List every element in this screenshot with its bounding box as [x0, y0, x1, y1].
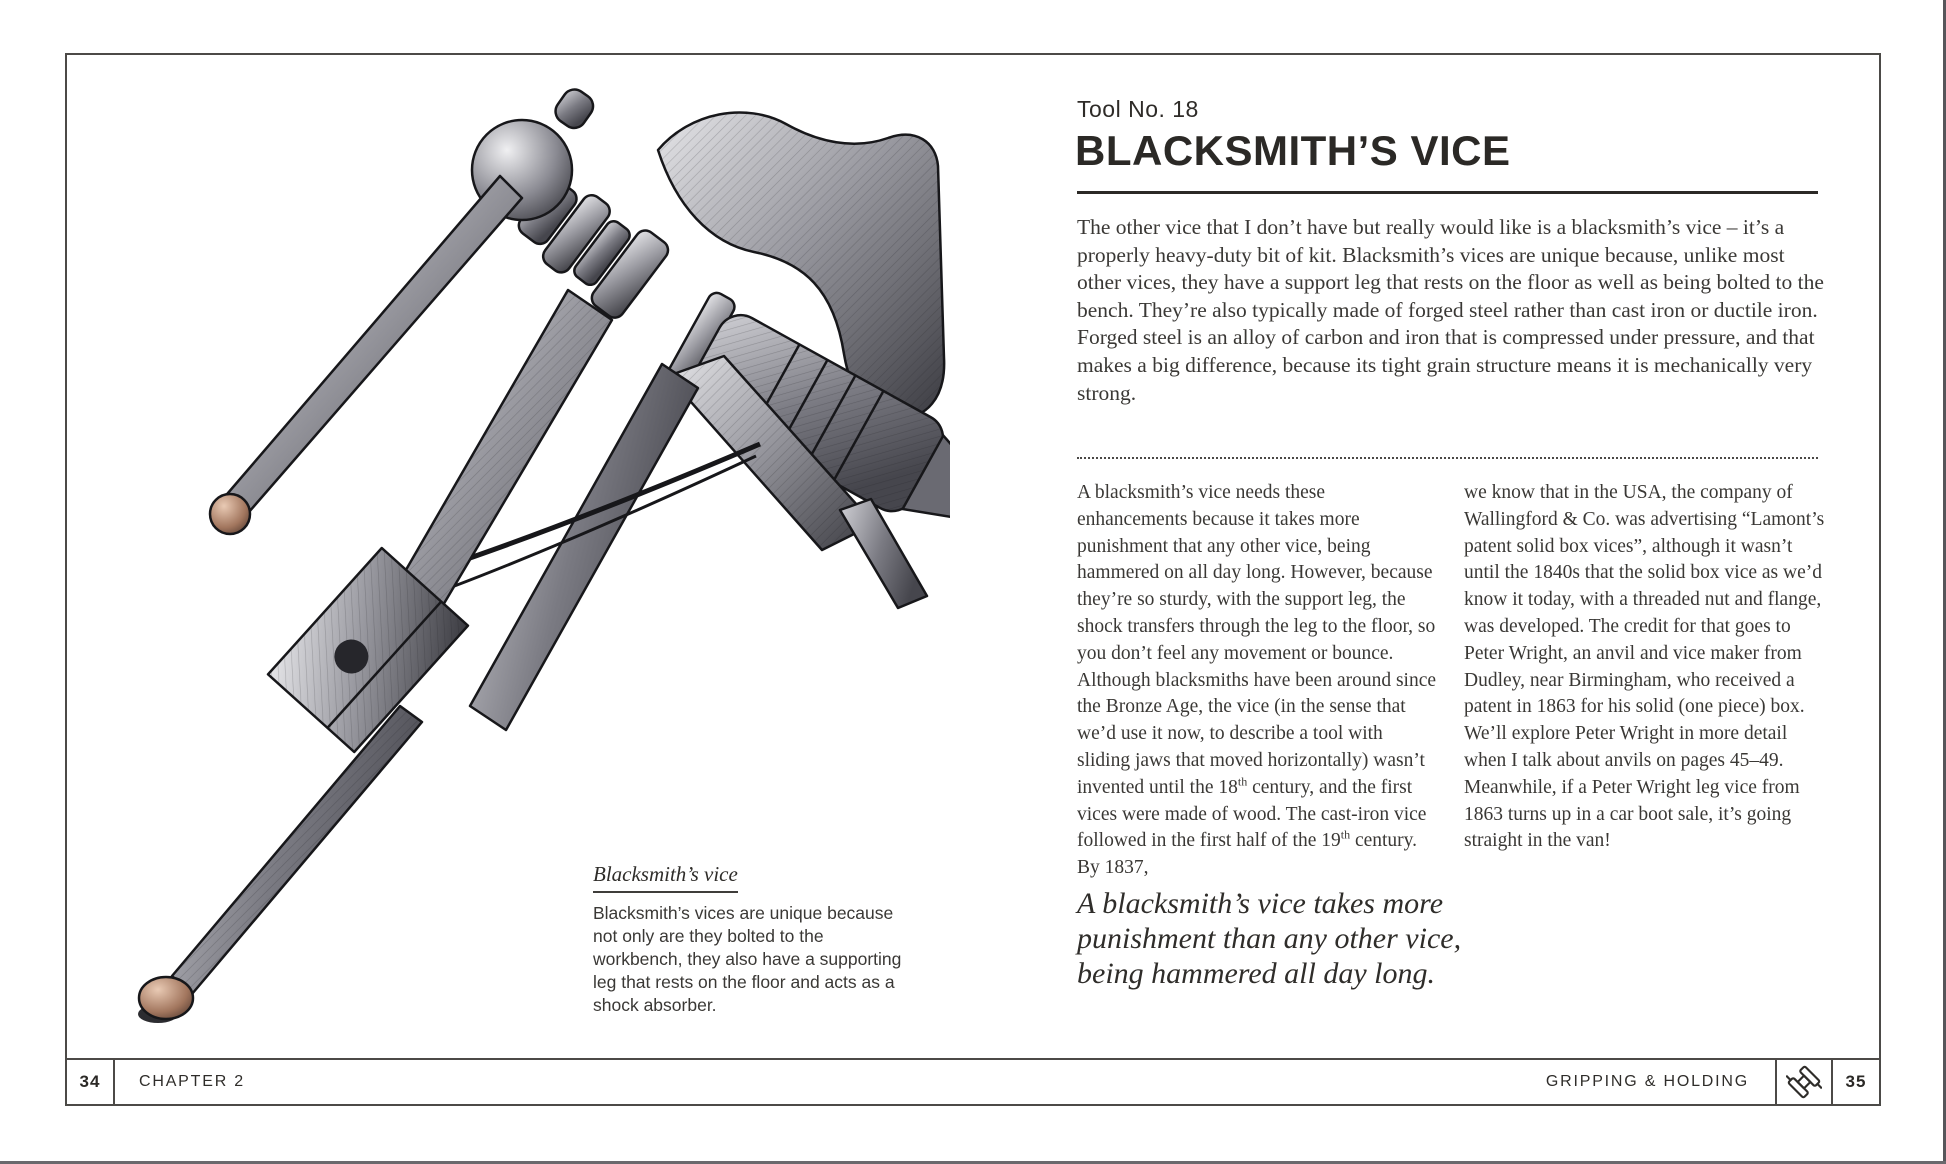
- pull-quote-line: A blacksmith’s vice takes more: [1077, 887, 1444, 920]
- body-column-right: we know that in the USA, the company of Wallingford & Co. was advertising “Lamont’s patent solid box vices”, although it wasn’t until the 1840s that the solid box vice as we’d know it today, with a threaded nut and flange, was developed. The credit for that goes to Peter Wright, an anvil and vice maker from Dudley, near Birmingham, who received a patent in 1863 for his solid (one piece) box. We’ll explore Peter Wright in more detail when I talk about anvils on pages 45–49. Meanwhile, if a Peter Wright leg vice from 1863 turns up in a car boot sale, it’s going straight in the van!: [1464, 482, 1825, 852]
- body-column-left: A blacksmith’s vice needs these enhancements because it takes more punishment that any other vice, being hammered on all day long. However, because they’re so sturdy, with the support leg, the shock transfers through the leg to the floor, so you don’t feel any movement or bounce. Although blacksmiths have been around since the Bronze Age, the vice (in the sense that we’d use it now, to describe a tool with sliding jaws that moved horizontally) wasn’t invented until the 18th century, and the first vices were made of wood. The cast-iron vice followed in the first half of the 19th century. By 1837,: [1077, 482, 1437, 879]
- pull-quote-line: being hammered all day long.: [1077, 957, 1435, 990]
- dotted-divider: [1077, 457, 1818, 459]
- chapter-label: CHAPTER 2: [139, 1073, 245, 1090]
- blacksmith-vice-illustration: [70, 58, 950, 1048]
- hand-clamp-icon: [1775, 1060, 1833, 1104]
- page-number-left: 34: [67, 1060, 115, 1104]
- pull-quote-line: punishment than any other vice,: [1077, 922, 1462, 955]
- body-columns: [1077, 480, 1825, 882]
- figure-caption-title: Blacksmith’s vice: [593, 862, 738, 893]
- page-title: BLACKSMITH’S VICE: [1075, 127, 1511, 174]
- pull-quote: [1077, 886, 1597, 991]
- footer-bar: [67, 1058, 1879, 1104]
- footer-spacer: [245, 1060, 1546, 1104]
- intro-paragraph: The other vice that I don’t have but really would like is a blacksmith’s vice – it’s a properly heavy-duty bit of kit. Blacksmith’s vices are unique because, unlike most other vices, they have a support leg that rests on the floor as well as being bolted to the bench. They’re also typically made of forged steel rather than cast iron or ductile iron. Forged steel is an alloy of carbon and iron that is compressed under pressure, and that makes a big difference, because its tight grain structure means it is mechanically very strong.: [1077, 215, 1824, 405]
- tool-number-kicker: Tool No. 18: [1077, 96, 1199, 122]
- page-number-right: 35: [1845, 1072, 1867, 1091]
- section-label: GRIPPING & HOLDING: [1545, 1073, 1749, 1090]
- figure-caption-body: Blacksmith’s vices are unique because not only are they bolted to the workbench, they also have a supporting leg that rests on the floor and acts as a shock absorber.: [593, 903, 902, 1015]
- title-rule: [1077, 191, 1818, 194]
